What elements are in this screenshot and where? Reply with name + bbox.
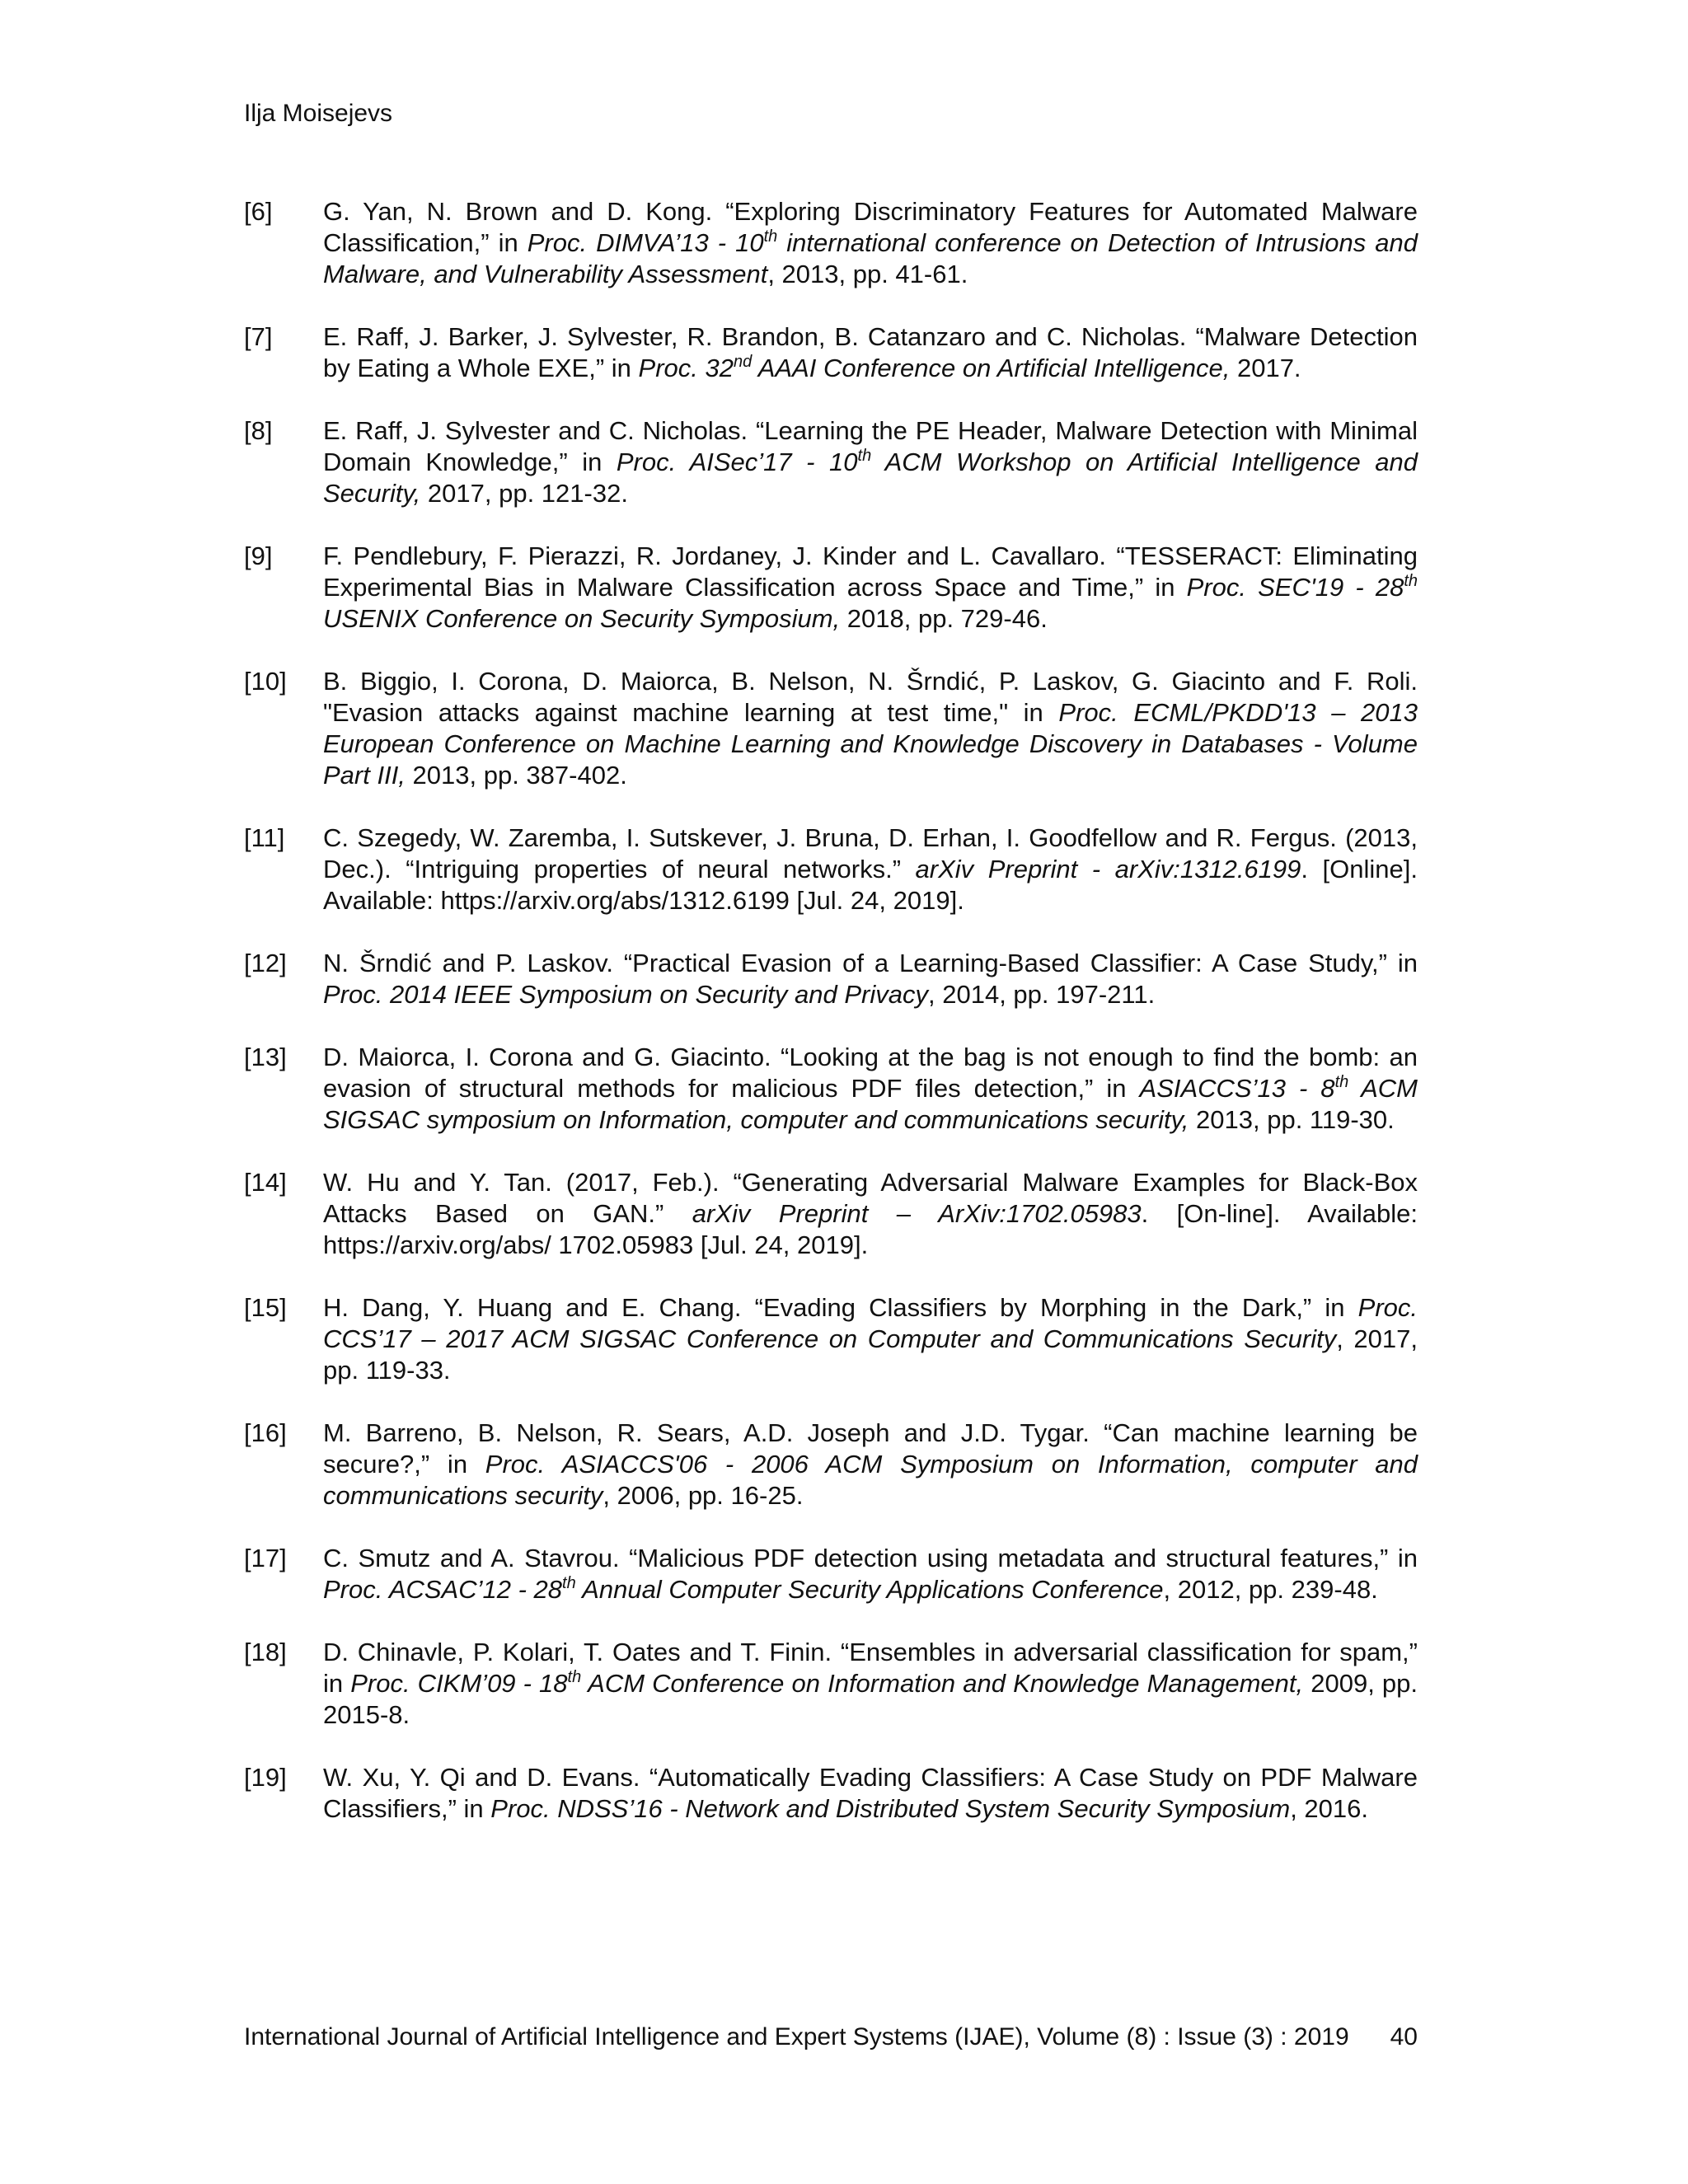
reference-entry (244, 196, 1418, 290)
reference-segment: C. Szegedy, W. Zaremba, I. Sutskever, J. Bruna, D. Erhan, I. Goodfellow and R. Fergus. (2013, Dec.). “Intriguing properties of neural networks.” (323, 823, 1418, 883)
reference-segment: H. Dang, Y. Huang and E. Chang. “Evading Classifiers by Morphing in the Dark,” in (323, 1293, 1358, 1322)
reference-segment: N. Šrndić and P. Laskov. “Practical Evasion of a Learning-Based Classifier: A Case Study,” in (323, 949, 1418, 977)
venue-title: ACM Workshop on Artificial Intelligence and Security, (323, 448, 1418, 508)
reference-segment: , 2014, pp. 197-211. (928, 980, 1156, 1009)
reference-text (323, 1762, 1418, 1825)
reference-entry (244, 1543, 1418, 1605)
venue-title: arXiv Preprint – ArXiv:1702.05983 (692, 1199, 1142, 1228)
reference-text (323, 823, 1418, 916)
reference-segment: , 2006, pp. 16-25. (603, 1481, 804, 1510)
reference-entry (244, 1762, 1418, 1825)
venue-title: ASIACCS’13 - 8 (1139, 1074, 1335, 1103)
venue-title: arXiv Preprint - arXiv:1312.6199 (915, 855, 1301, 883)
reference-number: [15] (244, 1293, 287, 1322)
reference-segment: , 2017, pp. 119-33. (323, 1324, 1418, 1385)
reference-list (244, 196, 1418, 1856)
ordinal-suffix: th (1404, 572, 1418, 590)
reference-entry (244, 823, 1418, 916)
reference-text (323, 1637, 1418, 1731)
reference-entry (244, 1418, 1418, 1511)
reference-segment: 2013, pp. 119-30. (1189, 1105, 1395, 1134)
reference-segment: F. Pendlebury, F. Pierazzi, R. Jordaney, J. Kinder and L. Cavallaro. “TESSERACT: Eliminating Experimental Bias in Malware Classification across Space and Time,” in (323, 541, 1418, 602)
venue-title: Proc. CIKM’09 - 18 (350, 1669, 568, 1698)
venue-title: Proc. NDSS’16 - Network and Distributed System Security Symposium (490, 1794, 1291, 1823)
venue-title: Proc. AISec’17 - 10 (616, 448, 858, 476)
reference-segment: M. Barreno, B. Nelson, R. Sears, A.D. Joseph and J.D. Tygar. “Can machine learning be secure?,” in (323, 1418, 1418, 1479)
reference-segment: 2017. (1230, 354, 1301, 382)
running-header-author: Ilja Moisejevs (244, 100, 393, 127)
venue-title: USENIX Conference on Security Symposium, (323, 604, 841, 633)
venue-title: Proc. SEC'19 - 28 (1186, 573, 1404, 602)
reference-entry (244, 948, 1418, 1010)
reference-segment: W. Xu, Y. Qi and D. Evans. “Automatically Evading Classifiers: A Case Study on PDF Malware Classifiers,” in (323, 1763, 1418, 1823)
ordinal-suffix: th (1334, 1073, 1349, 1091)
ordinal-suffix: th (562, 1574, 576, 1592)
reference-segment: 2013, pp. 387-402. (405, 761, 627, 790)
reference-text (323, 948, 1418, 1010)
page-number: 40 (1390, 2023, 1418, 2050)
reference-text (323, 415, 1418, 509)
reference-segment: B. Biggio, I. Corona, D. Maiorca, B. Nelson, N. Šrndić, P. Laskov, G. Giacinto and F. Roli. "Evasion attacks against machine learning at test time," in (323, 667, 1418, 727)
reference-number: [13] (244, 1043, 287, 1071)
reference-number: [14] (244, 1168, 287, 1197)
ordinal-suffix: nd (733, 353, 753, 371)
reference-segment: 2018, pp. 729-46. (840, 604, 1048, 633)
reference-entry (244, 666, 1418, 791)
reference-entry (244, 1042, 1418, 1136)
reference-number: [9] (244, 541, 273, 570)
venue-title: ACM Conference on Information and Knowledge Management, (581, 1669, 1304, 1698)
venue-title: Proc. 32 (638, 354, 734, 382)
reference-entry (244, 321, 1418, 384)
reference-text (323, 196, 1418, 290)
reference-entry (244, 541, 1418, 635)
ordinal-suffix: th (763, 227, 778, 246)
reference-text (323, 1418, 1418, 1511)
reference-number: [17] (244, 1544, 287, 1572)
ordinal-suffix: th (567, 1668, 582, 1686)
reference-segment: 2017, pp. 121-32. (420, 479, 628, 508)
venue-title: AAAI Conference on Artificial Intelligence, (752, 354, 1231, 382)
reference-entry (244, 1637, 1418, 1731)
reference-number: [7] (244, 322, 273, 351)
venue-title: Proc. 2014 IEEE Symposium on Security and Privacy (323, 980, 928, 1009)
reference-entry (244, 1292, 1418, 1386)
reference-segment: E. Raff, J. Sylvester and C. Nicholas. “Learning the PE Header, Malware Detection with Minimal Domain Knowledge,” in (323, 416, 1418, 476)
ordinal-suffix: th (857, 447, 872, 465)
venue-title: Proc. ECML/PKDD'13 – 2013 European Conference on Machine Learning and Knowledge Discovery in Databases - Volume Part III, (323, 698, 1418, 790)
reference-text (323, 1543, 1418, 1605)
reference-segment: 2009, pp. 2015-8. (323, 1669, 1418, 1729)
reference-segment: D. Maiorca, I. Corona and G. Giacinto. “Looking at the bag is not enough to find the bomb: an evasion of structural methods for malicious PDF files detection,” in (323, 1043, 1418, 1103)
reference-text (323, 666, 1418, 791)
reference-segment: . [Online]. Available: https://arxiv.org/abs/1312.6199 [Jul. 24, 2019]. (323, 855, 1418, 915)
reference-segment: , 2016. (1290, 1794, 1369, 1823)
venue-title: ACM SIGSAC symposium on Information, computer and communications security, (323, 1074, 1418, 1134)
reference-segment: G. Yan, N. Brown and D. Kong. “Exploring Discriminatory Features for Automated Malware Classification,” in (323, 197, 1418, 257)
reference-number: [8] (244, 416, 273, 445)
venue-title: international conference on Detection of Intrusions and Malware, and Vulnerability Assessment (323, 228, 1418, 288)
reference-number: [10] (244, 667, 287, 696)
reference-number: [16] (244, 1418, 287, 1447)
reference-segment: , 2012, pp. 239-48. (1163, 1575, 1378, 1604)
reference-segment: , 2013, pp. 41-61. (767, 260, 968, 288)
venue-title: Proc. ASIACCS'06 - 2006 ACM Symposium on Information, computer and communications security (323, 1450, 1418, 1510)
reference-number: [19] (244, 1763, 287, 1792)
reference-number: [11] (244, 823, 285, 852)
reference-entry (244, 1167, 1418, 1261)
venue-title: Proc. CCS’17 – 2017 ACM SIGSAC Conference on Computer and Communications Security (323, 1293, 1418, 1353)
venue-title: Proc. DIMVA’13 - 10 (527, 228, 764, 257)
reference-number: [18] (244, 1638, 287, 1666)
reference-text (323, 321, 1418, 384)
footer-journal-citation: International Journal of Artificial Intelligence and Expert Systems (IJAE), Volume (8) : Issue (3) : 2019 (244, 2023, 1349, 2050)
reference-segment: W. Hu and Y. Tan. (2017, Feb.). “Generating Adversarial Malware Examples for Black-Box Attacks Based on GAN.” (323, 1168, 1418, 1228)
reference-number: [12] (244, 949, 287, 977)
reference-segment: . [On-line]. Available: https://arxiv.org/abs/ 1702.05983 [Jul. 24, 2019]. (323, 1199, 1418, 1259)
reference-entry (244, 415, 1418, 509)
reference-text (323, 1292, 1418, 1386)
reference-text (323, 1167, 1418, 1261)
venue-title: Proc. ACSAC’12 - 28 (323, 1575, 563, 1604)
venue-title: Annual Computer Security Applications Conference (575, 1575, 1164, 1604)
reference-text (323, 1042, 1418, 1136)
reference-segment: D. Chinavle, P. Kolari, T. Oates and T. Finin. “Ensembles in adversarial classification for spam,” in (323, 1638, 1418, 1698)
reference-number: [6] (244, 197, 273, 226)
reference-segment: E. Raff, J. Barker, J. Sylvester, R. Brandon, B. Catanzaro and C. Nicholas. “Malware Detection by Eating a Whole EXE,” in (323, 322, 1418, 382)
reference-segment: C. Smutz and A. Stavrou. “Malicious PDF detection using metadata and structural features,” in (323, 1544, 1418, 1572)
reference-text (323, 541, 1418, 635)
